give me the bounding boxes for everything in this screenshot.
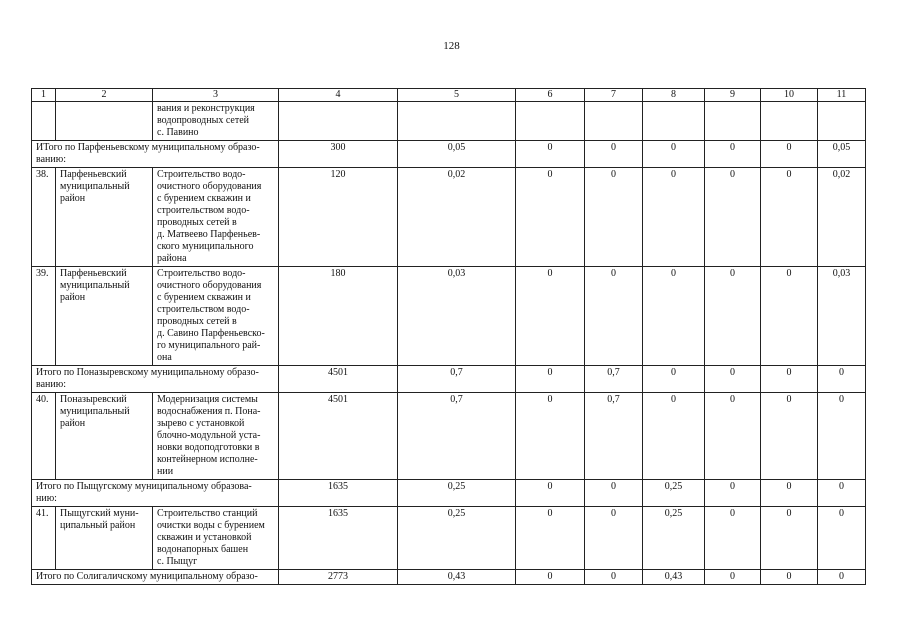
value-col-5: 0,25 [398,507,516,570]
cell-line: с бурением скважин и [157,292,251,303]
cell-line: Строительство станций [157,508,258,519]
column-number-7: 7 [585,89,643,102]
value-col-8: 0 [643,168,705,267]
value-col-4 [279,102,398,141]
value-col-10: 0 [761,570,818,585]
cell-line: муниципальный [60,406,130,417]
table-row [32,393,866,480]
cell-line: с. Павино [157,127,199,138]
value-col-4: 1635 [279,507,398,570]
cell-line: строительством водо- [157,304,250,315]
cell-line: ванию: [36,379,66,390]
value-col-11: 0 [818,480,866,507]
value-col-11: 0,03 [818,267,866,366]
investment-table [31,88,866,585]
column-number-1: 1 [32,89,56,102]
value-col-7: 0 [585,507,643,570]
column-number-8: 8 [643,89,705,102]
value-col-7: 0 [585,570,643,585]
project-description [153,168,279,267]
cell-line: Итого по Пыщугскому муниципальному образова- [36,481,252,492]
cell-line: ципальный район [60,520,136,531]
total-label [32,366,279,393]
value-col-5 [398,102,516,141]
total-label [32,141,279,168]
value-col-11: 0,05 [818,141,866,168]
row-number: 38. [32,168,56,267]
project-description [153,102,279,141]
value-col-6: 0 [516,168,585,267]
value-col-8 [643,102,705,141]
value-col-7: 0 [585,141,643,168]
value-col-6: 0 [516,393,585,480]
total-row [32,141,866,168]
value-col-10: 0 [761,480,818,507]
cell-line: Пыщугский муни- [60,508,139,519]
column-number-3: 3 [153,89,279,102]
cell-line: район [60,193,86,204]
total-row [32,480,866,507]
value-col-6 [516,102,585,141]
district-cell [56,507,153,570]
cell-line: ского муниципального [157,241,254,252]
project-description [153,507,279,570]
cell-line: район [60,292,86,303]
cell-line: нии [157,466,174,477]
district-cell [56,393,153,480]
value-col-6: 0 [516,366,585,393]
value-col-9: 0 [705,570,761,585]
cell-line: строительством водо- [157,205,250,216]
total-row [32,366,866,393]
cell-line: проводных сетей в [157,217,237,228]
column-number-4: 4 [279,89,398,102]
table-row [32,267,866,366]
column-number-row [32,89,866,102]
value-col-10: 0 [761,393,818,480]
district-cell [56,102,153,141]
value-col-11: 0 [818,366,866,393]
value-col-8: 0 [643,366,705,393]
cell-line: нию: [36,493,57,504]
row-number: 41. [32,507,56,570]
table-row [32,168,866,267]
value-col-7: 0 [585,168,643,267]
total-label [32,570,279,585]
value-col-8: 0,43 [643,570,705,585]
district-cell [56,168,153,267]
value-col-5: 0,7 [398,366,516,393]
value-col-9: 0 [705,267,761,366]
value-col-4: 1635 [279,480,398,507]
value-col-9: 0 [705,168,761,267]
value-col-10: 0 [761,366,818,393]
table-row [32,507,866,570]
value-col-5: 0,05 [398,141,516,168]
cell-line: зырево с установкой [157,418,245,429]
value-col-9 [705,102,761,141]
value-col-5: 0,25 [398,480,516,507]
value-col-8: 0 [643,141,705,168]
value-col-5: 0,43 [398,570,516,585]
column-number-6: 6 [516,89,585,102]
value-col-6: 0 [516,570,585,585]
value-col-11: 0 [818,507,866,570]
project-description [153,393,279,480]
value-col-4: 120 [279,168,398,267]
value-col-6: 0 [516,267,585,366]
table-row [32,102,866,141]
table-body [32,89,866,585]
cell-line: очистного оборудования [157,181,262,192]
value-col-11: 0 [818,570,866,585]
cell-line: д. Савино Парфеньевско- [157,328,265,339]
value-col-9: 0 [705,141,761,168]
column-number-11: 11 [818,89,866,102]
value-col-4: 300 [279,141,398,168]
cell-line: с бурением скважин и [157,193,251,204]
value-col-10 [761,102,818,141]
cell-line: проводных сетей в [157,316,237,327]
value-col-7: 0 [585,267,643,366]
cell-line: Строительство водо- [157,268,246,279]
cell-line: очистного оборудования [157,280,262,291]
cell-line: контейнерном исполне- [157,454,258,465]
value-col-11: 0 [818,393,866,480]
district-cell [56,267,153,366]
value-col-4: 4501 [279,366,398,393]
value-col-10: 0 [761,168,818,267]
value-col-11 [818,102,866,141]
total-row [32,570,866,585]
cell-line: новки водоподготовки в [157,442,260,453]
value-col-6: 0 [516,141,585,168]
cell-line: скважин и установкой [157,532,252,543]
value-col-5: 0,02 [398,168,516,267]
cell-line: ИТого по Парфеньевскому муниципальному образо- [36,142,260,153]
value-col-9: 0 [705,507,761,570]
value-col-11: 0,02 [818,168,866,267]
cell-line: водонапорных башен [157,544,249,555]
cell-line: водопроводных сетей [157,115,249,126]
cell-line: очистки воды с бурением [157,520,265,531]
cell-line: водоснабжения п. Пона- [157,406,261,417]
cell-line: Парфеньевский [60,268,127,279]
total-label [32,480,279,507]
page-number: 128 [443,40,460,52]
value-col-5: 0,7 [398,393,516,480]
cell-line: она [157,352,172,363]
column-number-10: 10 [761,89,818,102]
cell-line: Итого по Поназыревскому муниципальному образо- [36,367,259,378]
cell-line: муниципальный [60,181,130,192]
value-col-10: 0 [761,507,818,570]
value-col-7 [585,102,643,141]
value-col-9: 0 [705,480,761,507]
column-number-2: 2 [56,89,153,102]
value-col-6: 0 [516,480,585,507]
cell-line: Парфеньевский [60,169,127,180]
value-col-8: 0,25 [643,480,705,507]
cell-line: блочно-модульной уста- [157,430,261,441]
column-number-9: 9 [705,89,761,102]
value-col-10: 0 [761,141,818,168]
cell-line: Итого по Солигаличскому муниципальному образо- [36,571,258,582]
cell-line: района [157,253,187,264]
value-col-4: 4501 [279,393,398,480]
value-col-4: 180 [279,267,398,366]
value-col-8: 0,25 [643,507,705,570]
value-col-6: 0 [516,507,585,570]
value-col-10: 0 [761,267,818,366]
value-col-9: 0 [705,393,761,480]
value-col-4: 2773 [279,570,398,585]
value-col-9: 0 [705,366,761,393]
cell-line: вания и реконструкция [157,103,255,114]
cell-line: го муниципального рай- [157,340,261,351]
cell-line: Модернизация системы [157,394,258,405]
cell-line: Поназыревский [60,394,127,405]
cell-line: Строительство водо- [157,169,246,180]
column-number-5: 5 [398,89,516,102]
cell-line: район [60,418,86,429]
value-col-7: 0,7 [585,393,643,480]
value-col-5: 0,03 [398,267,516,366]
row-number: 40. [32,393,56,480]
row-number: 39. [32,267,56,366]
value-col-8: 0 [643,267,705,366]
row-number [32,102,56,141]
cell-line: ванию: [36,154,66,165]
cell-line: муниципальный [60,280,130,291]
value-col-7: 0,7 [585,366,643,393]
cell-line: д. Матвеево Парфеньев- [157,229,261,240]
value-col-8: 0 [643,393,705,480]
value-col-7: 0 [585,480,643,507]
cell-line: с. Пыщуг [157,556,198,567]
project-description [153,267,279,366]
